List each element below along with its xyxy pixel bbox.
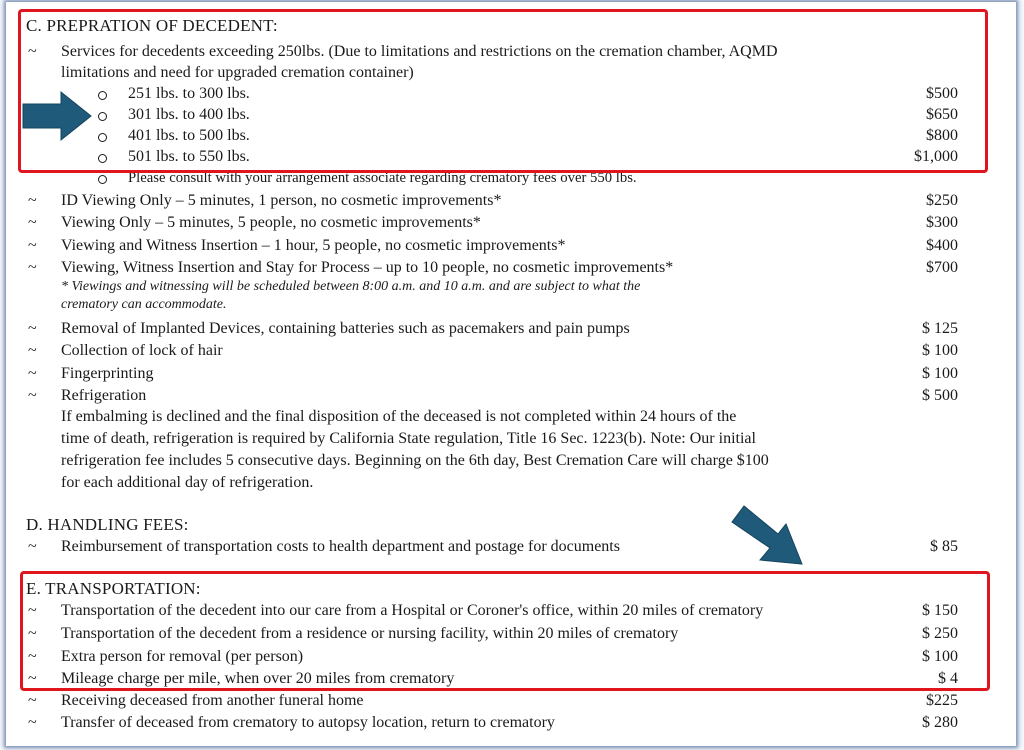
service-item-price: $ 125 bbox=[922, 320, 958, 337]
viewing-item-price: $250 bbox=[926, 192, 958, 209]
service-item-label: Refrigeration bbox=[61, 387, 147, 404]
transport-item-label: Transportation of the decedent from a residence or nursing facility, within 20 miles of crematory bbox=[61, 625, 679, 642]
section-d-heading: D. HANDLING FEES: bbox=[26, 515, 189, 534]
weight-tier-label: 501 lbs. to 550 lbs. bbox=[128, 148, 250, 165]
viewing-item-price: $700 bbox=[926, 259, 958, 276]
bullet-tilde: ~ bbox=[28, 714, 37, 731]
arrow-right-icon bbox=[21, 90, 93, 142]
refrigeration-text-line: time of death, refrigeration is required by California State regulation, Title 16 Sec. 1223(b). Note: Our initial bbox=[61, 430, 756, 447]
handling-item-price: $ 85 bbox=[930, 538, 958, 555]
bullet-tilde: ~ bbox=[28, 670, 37, 687]
service-item-label: Collection of lock of hair bbox=[61, 342, 223, 359]
service-item-price: $ 500 bbox=[922, 387, 958, 404]
transport-item-price: $ 100 bbox=[922, 648, 958, 665]
bullet-tilde: ~ bbox=[28, 192, 37, 209]
viewing-item-label: Viewing Only – 5 minutes, 5 people, no cosmetic improvements* bbox=[61, 214, 481, 231]
bullet-tilde: ~ bbox=[28, 342, 37, 359]
transport-item-price: $ 150 bbox=[922, 602, 958, 619]
viewing-item-label: Viewing and Witness Insertion – 1 hour, 5 people, no cosmetic improvements* bbox=[61, 237, 566, 254]
arrow-down-right-icon bbox=[728, 502, 810, 570]
refrigeration-text-line: If embalming is declined and the final disposition of the deceased is not completed within 24 hours of the bbox=[61, 408, 737, 425]
transport-item-price: $ 250 bbox=[922, 625, 958, 642]
bullet-tilde: ~ bbox=[28, 43, 37, 60]
bullet-tilde: ~ bbox=[28, 387, 37, 404]
viewing-note-line1: * Viewings and witnessing will be scheduled between 8:00 a.m. and 10 a.m. and are subject to what the bbox=[61, 279, 641, 294]
circle-bullet-icon bbox=[98, 175, 107, 184]
transport-item-price: $ 4 bbox=[938, 670, 958, 687]
weight-tier-label: 251 lbs. to 300 lbs. bbox=[128, 85, 250, 102]
transport-item-price: $225 bbox=[926, 692, 958, 709]
weight-tier-price: $1,000 bbox=[914, 148, 958, 165]
weight-tier-price: $500 bbox=[926, 85, 958, 102]
bullet-tilde: ~ bbox=[28, 214, 37, 231]
bullet-tilde: ~ bbox=[28, 602, 37, 619]
section-c-heading: C. PREPRATION OF DECEDENT: bbox=[26, 16, 278, 35]
weight-tier-label: 401 lbs. to 500 lbs. bbox=[128, 127, 250, 144]
bullet-tilde: ~ bbox=[28, 648, 37, 665]
service-item-price: $ 100 bbox=[922, 365, 958, 382]
transport-item-label: Receiving deceased from another funeral home bbox=[61, 692, 364, 709]
transport-item-price: $ 280 bbox=[922, 714, 958, 731]
viewing-item-price: $400 bbox=[926, 237, 958, 254]
bullet-tilde: ~ bbox=[28, 538, 37, 555]
weight-tier-price: $800 bbox=[926, 127, 958, 144]
bullet-tilde: ~ bbox=[28, 692, 37, 709]
highlight-box-transportation bbox=[20, 571, 990, 691]
transport-item-label: Transfer of deceased from crematory to autopsy location, return to crematory bbox=[61, 714, 555, 731]
viewing-item-label: Viewing, Witness Insertion and Stay for Process – up to 10 people, no cosmetic improvements* bbox=[61, 259, 674, 276]
highlight-box-preparation bbox=[18, 9, 988, 173]
service-item-label: Removal of Implanted Devices, containing batteries such as pacemakers and pain pumps bbox=[61, 320, 630, 337]
transport-item-label: Mileage charge per mile, when over 20 miles from crematory bbox=[61, 670, 455, 687]
bullet-tilde: ~ bbox=[28, 259, 37, 276]
weight-tier-label: 301 lbs. to 400 lbs. bbox=[128, 106, 250, 123]
handling-item-label: Reimbursement of transportation costs to health department and postage for documents bbox=[61, 538, 620, 555]
refrigeration-text-line: for each additional day of refrigeration. bbox=[61, 474, 314, 491]
viewing-item-price: $300 bbox=[926, 214, 958, 231]
weight-tier-price: $650 bbox=[926, 106, 958, 123]
transport-item-label: Transportation of the decedent into our care from a Hospital or Coroner's office, within 20 miles of crematory bbox=[61, 602, 764, 619]
bullet-tilde: ~ bbox=[28, 320, 37, 337]
viewing-item-label: ID Viewing Only – 5 minutes, 1 person, no cosmetic improvements* bbox=[61, 192, 502, 209]
consult-note: Please consult with your arrangement associate regarding crematory fees over 550 lbs. bbox=[128, 170, 637, 186]
refrigeration-text-line: refrigeration fee includes 5 consecutive days. Beginning on the 6th day, Best Cremation Care will charge $100 bbox=[61, 452, 769, 469]
transport-item-label: Extra person for removal (per person) bbox=[61, 648, 304, 665]
price-list-page bbox=[6, 2, 1016, 746]
bullet-tilde: ~ bbox=[28, 625, 37, 642]
section-e-heading: E. TRANSPORTATION: bbox=[26, 579, 201, 598]
overweight-intro-line2: limitations and need for upgraded cremation container) bbox=[61, 64, 414, 81]
bullet-tilde: ~ bbox=[28, 365, 37, 382]
service-item-price: $ 100 bbox=[922, 342, 958, 359]
viewing-note-line2: crematory can accommodate. bbox=[61, 297, 227, 312]
overweight-intro-line1: Services for decedents exceeding 250lbs. (Due to limitations and restrictions on the cremation chamber, AQMD bbox=[61, 43, 778, 60]
service-item-label: Fingerprinting bbox=[61, 365, 154, 382]
bullet-tilde: ~ bbox=[28, 237, 37, 254]
